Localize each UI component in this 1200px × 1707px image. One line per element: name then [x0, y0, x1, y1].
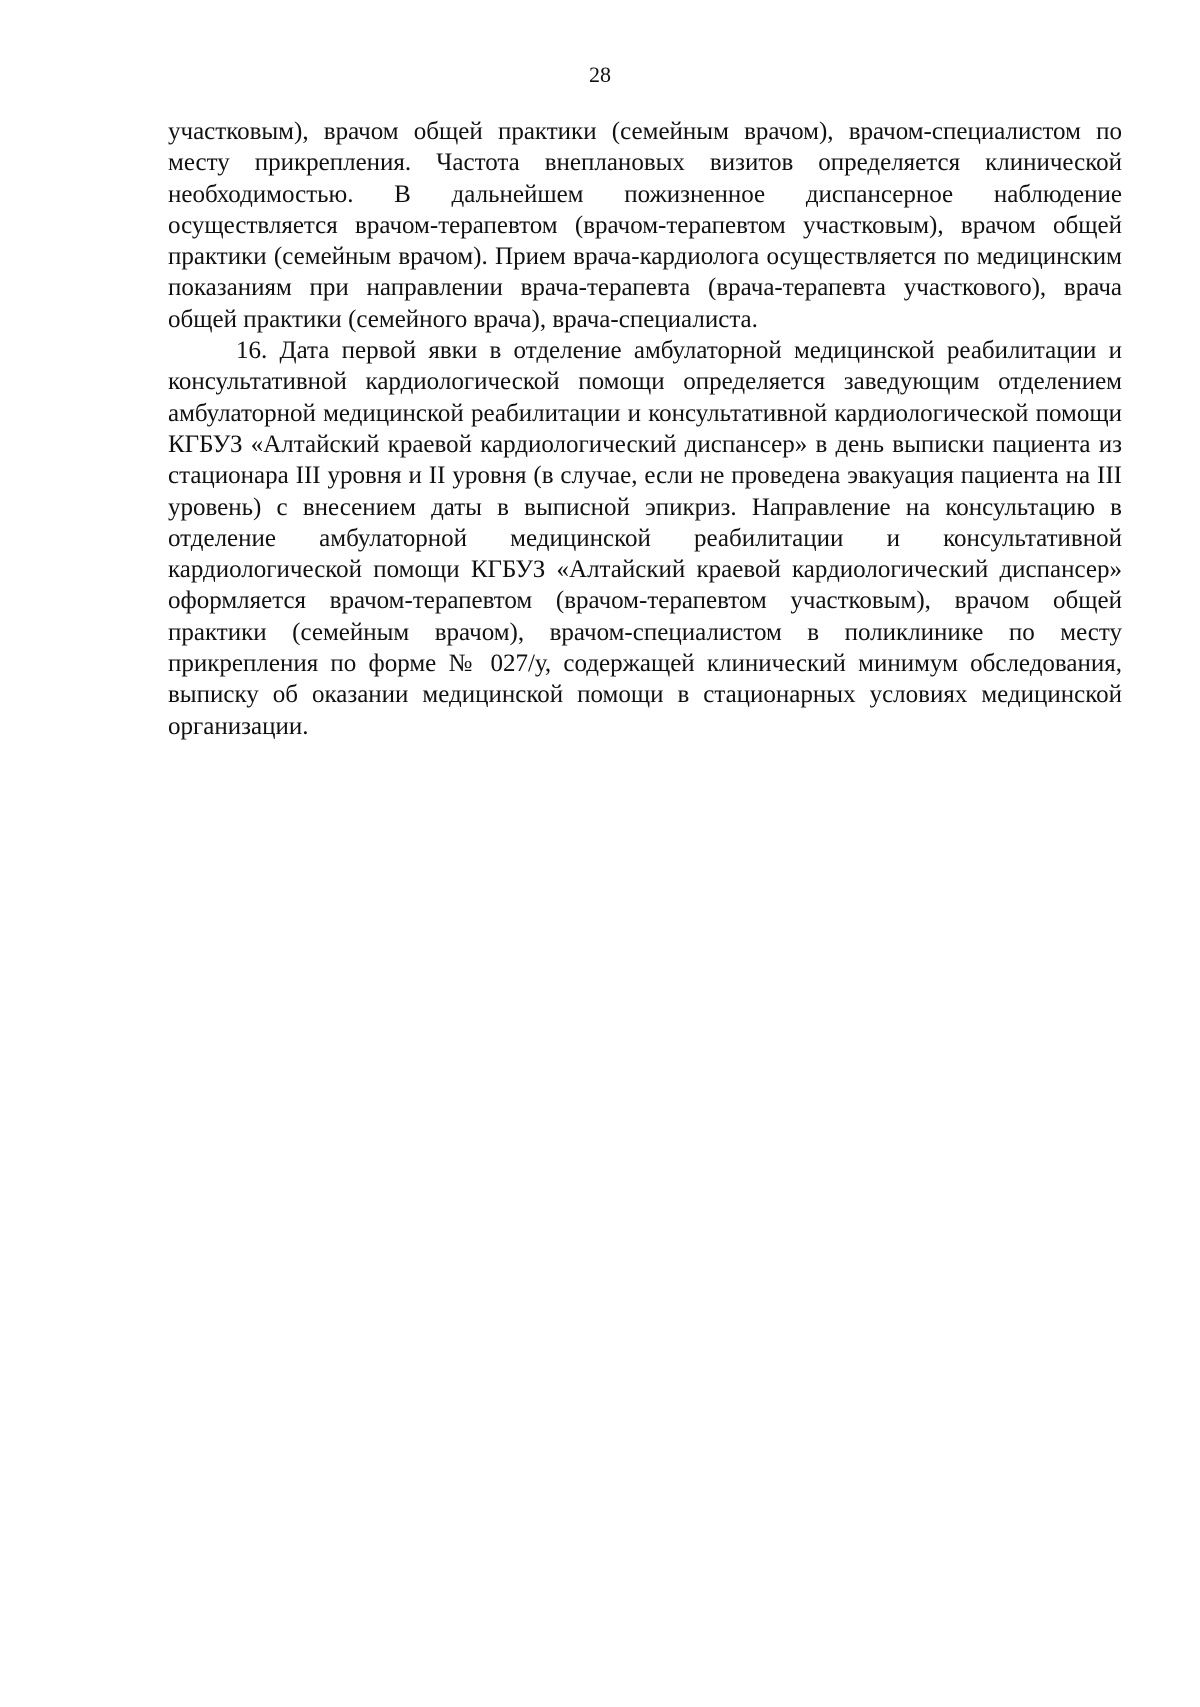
paragraph-continuation: участковым), врачом общей практики (семейным врачом), врачом-специалистом по месту прикрепления. Частота внеплановых визитов определяется клинической необходимостью. В дальнейшем пожизненное диспансерное наблюдение осуществляется врачом-терапевтом (врачом-терапевтом участковым), врачом общей практики (семейным врачом). Прием врача-кардиолога осуществляется по медицинским показаниям при направлении врача-терапевта (врача-терапевта участкового), врача общей практики (семейного врача), врача-специалиста. [168, 118, 1122, 333]
body-text [168, 116, 1122, 742]
paragraph-16: 16. Дата первой явки в отделение амбулаторной медицинской реабилитации и консультативной кардиологической помощи определяется заведующим отделением амбулаторной медицинской реабилитации и консультативной кардиологической помощи КГБУЗ «Алтайский краевой кардиологический диспансер» в день выписки пациента из стационара III уровня и II уровня (в случае, если не проведена эвакуация пациента на III уровень) с внесением даты в выписной эпикриз. Направление на консультацию в отделение амбулаторной медицинской реабилитации и консультативной кардиологической помощи КГБУЗ «Алтайский краевой кардиологический диспансер» оформляется врачом-терапевтом (врачом-терапевтом участковым), врачом общей практики (семейным врачом), врачом-специалистом в поликлинике по месту прикрепления по форме № 027/у, содержащей клинический минимум обследования, выписку об оказании медицинской помощи в стационарных условиях медицинской организации. [168, 337, 1122, 740]
page-number: 28 [589, 62, 611, 87]
